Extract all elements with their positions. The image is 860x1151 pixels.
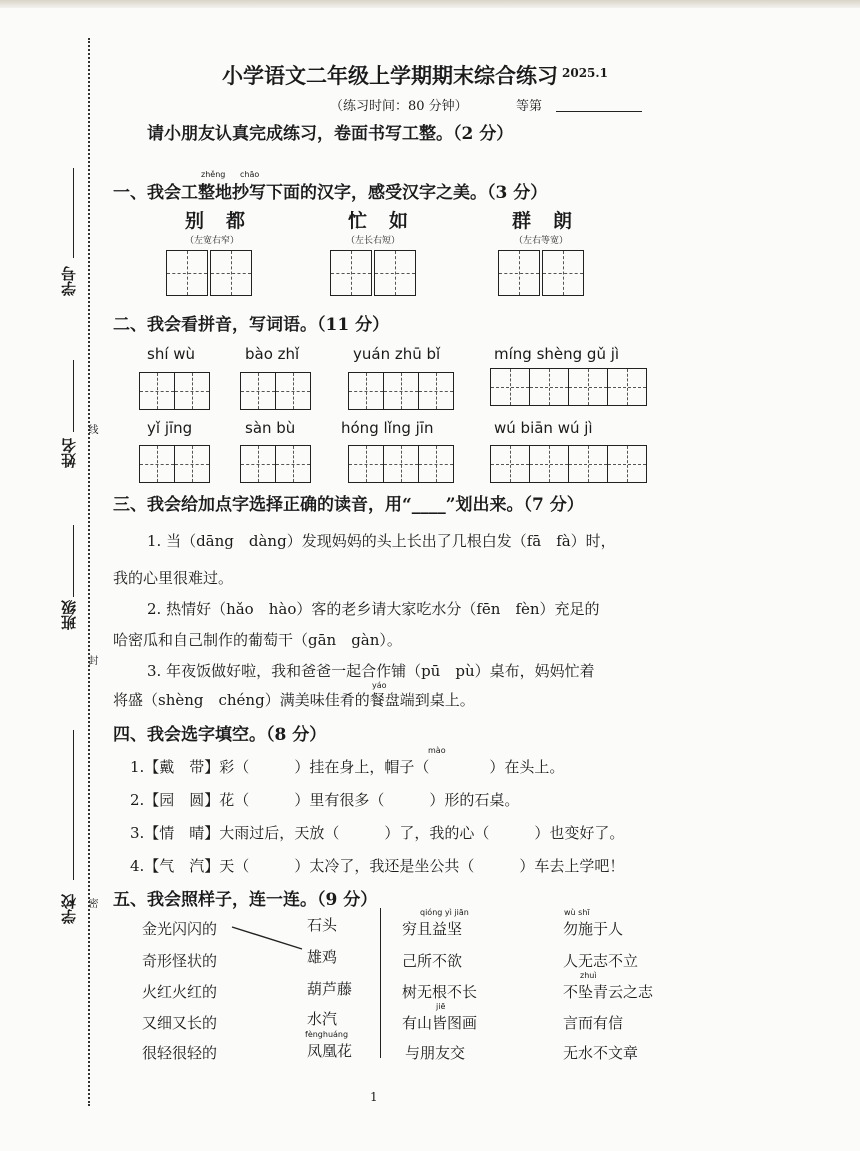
fill-q2[interactable]: 2.【园 圆】花（ ）里有很多（ ）形的石桌。 [130,791,520,809]
copy-hint-3: （左右等宽） [514,236,569,246]
proverb-b-1[interactable]: 勿施于人 [563,920,624,938]
pinyin-qiong: qióng yì jiān [420,908,469,917]
proverb-b-3[interactable]: 不坠青云之志 [563,983,654,1001]
section-4-title: 四、我会选字填空。（8 分） [113,725,327,745]
pinyin-yao: yáo [372,681,387,690]
grade-blank[interactable] [556,111,642,112]
pinyin-zhui: zhuì [580,971,597,980]
proverb-a-5[interactable]: 与朋友交 [405,1044,466,1062]
match-mid-4[interactable]: 水汽 [307,1010,338,1028]
pinyin-word-7: hóng lǐng jīn [341,419,434,437]
pinyin-jie: jiē [436,1002,446,1011]
student-id-label: 学号 [60,266,78,296]
cut-mark-secret: 密 [86,898,97,908]
grade-label: 等第 [516,99,543,114]
section-1-title: 一、我会工整地抄写下面的汉字，感受汉字之美。（3 分） [113,183,548,203]
pronunciation-q1-cont: 我的心里很难过。 [113,569,234,587]
name-label: 姓名 [60,438,78,468]
pronunciation-q2[interactable]: 2. 热情好（hǎo hào）客的老乡请大家吃水分（fēn fèn）充足的 [147,600,600,618]
copy-hint-2: （左长右短） [346,236,401,246]
copy-grid-1[interactable] [166,250,254,296]
section-5-title: 五、我会照样子，连一连。（9 分） [113,890,378,910]
name-line[interactable] [73,360,74,432]
fill-q3[interactable]: 3.【情 晴】大雨过后，天放（ ）了，我的心（ ）也变好了。 [130,824,625,842]
school-label: 学校 [60,894,78,924]
pinyin-zheng: zhěng [201,170,226,179]
section-2-title: 二、我会看拼音，写词语。（11 分） [113,315,390,335]
word-grid-7[interactable] [348,445,453,483]
exam-date: 2025.1 [562,66,608,80]
student-id-line[interactable] [73,168,74,258]
match-mid-3[interactable]: 葫芦藤 [307,980,353,998]
example-connector-line [230,925,310,955]
pinyin-word-6: sàn bù [245,419,296,437]
pinyin-word-8: wú biān wú jì [494,419,593,437]
match-mid-5[interactable]: 凤凰花 [307,1042,353,1060]
copy-grid-3[interactable] [498,250,586,296]
pronunciation-q3[interactable]: 3. 年夜饭做好啦，我和爸爸一起合作铺（pū pù）桌布，妈妈忙着 [147,662,595,680]
proverb-a-2[interactable]: 己所不欲 [402,952,463,970]
word-grid-6[interactable] [240,445,310,483]
word-grid-3[interactable] [348,372,453,410]
scan-edge [0,0,860,8]
cut-mark-line: 线 [86,424,97,434]
pinyin-word-1: shí wù [147,345,196,363]
page-number: 1 [370,1090,378,1104]
pinyin-wushi: wù shī [564,908,590,917]
copy-chars-1: 别都 [185,210,268,232]
page-title: 小学语文二年级上学期期末综合练习 [222,63,558,88]
copy-chars-3: 群朗 [512,210,595,232]
proverb-b-4[interactable]: 言而有信 [563,1014,624,1032]
pinyin-word-4: míng shèng gǔ jì [494,345,620,363]
class-line[interactable] [73,525,74,597]
proverb-a-3[interactable]: 树无根不长 [402,983,478,1001]
pinyin-mao: mào [428,746,446,755]
school-line[interactable] [73,730,74,880]
fill-q4[interactable]: 4.【气 汽】天（ ）太冷了，我还是坐公共（ ）车去上学吧！ [130,857,625,875]
fill-q1[interactable]: 1.【戴 带】彩（ ）挂在身上，帽子（ ）在头上。 [130,758,565,776]
proverb-a-4[interactable]: 有山皆图画 [402,1014,478,1032]
match-left-4[interactable]: 又细又长的 [142,1014,218,1032]
match-left-3[interactable]: 火红火红的 [142,983,218,1001]
proverb-a-1[interactable]: 穷且益坚 [402,920,463,938]
proverb-b-5[interactable]: 无水不文章 [563,1044,639,1062]
pinyin-word-2: bào zhǐ [245,345,300,363]
pinyin-fenghuang: fènghuáng [305,1030,349,1039]
match-left-5[interactable]: 很轻很轻的 [142,1044,218,1062]
section-3-title: 三、我会给加点字选择正确的读音，用“____”划出来。（7 分） [113,495,584,515]
word-grid-1[interactable] [139,372,209,410]
time-note: （练习时间：80 分钟） [330,99,468,114]
class-label: 班级 [60,600,78,630]
pinyin-chao: chāo [240,170,260,179]
word-grid-5[interactable] [139,445,209,483]
match-left-1[interactable]: 金光闪闪的 [142,920,218,938]
binding-dotted-line [88,38,90,1106]
match-column-separator [380,908,381,1058]
match-mid-2[interactable]: 雄鸡 [307,948,338,966]
cut-mark-seal: 封 [86,655,97,665]
pinyin-word-5: yǐ jīng [147,419,193,437]
pronunciation-q2-cont[interactable]: 哈密瓜和自己制作的葡萄干（gān gàn）。 [113,631,402,649]
instruction: 请小朋友认真完成练习，卷面书写工整。（2 分） [147,124,514,144]
word-grid-8[interactable] [490,445,646,483]
pinyin-word-3: yuán zhū bǐ [353,345,441,363]
match-mid-1[interactable]: 石头 [307,916,338,934]
word-grid-2[interactable] [240,372,310,410]
copy-hint-1: （左宽右窄） [185,236,240,246]
copy-chars-2: 忙如 [348,210,431,232]
pronunciation-q3-cont[interactable]: 将盛（shèng chéng）满美味佳肴的餐盘端到桌上。 [113,691,475,709]
copy-grid-2[interactable] [330,250,418,296]
word-grid-4[interactable] [490,368,646,406]
match-left-2[interactable]: 奇形怪状的 [142,952,218,970]
pronunciation-q1[interactable]: 1. 当（dāng dàng）发现妈妈的头上长出了几根白发（fā fà）时， [147,532,616,550]
proverb-b-2[interactable]: 人无志不立 [563,952,639,970]
